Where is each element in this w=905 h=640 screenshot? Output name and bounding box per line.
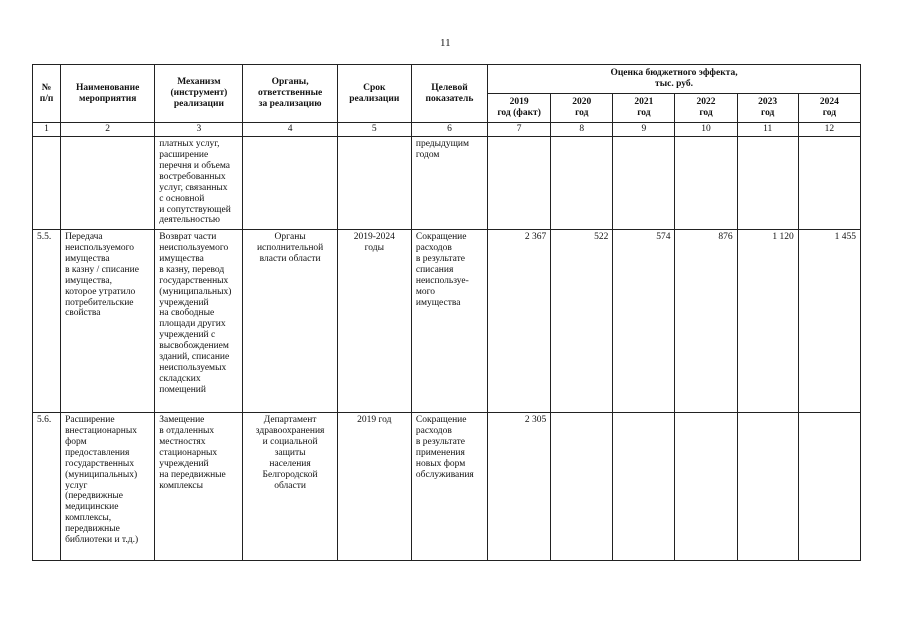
row-value — [551, 413, 613, 561]
column-number: 11 — [737, 123, 798, 137]
row-mechanism: Возврат части неиспользуемого имущества в казну, перевод государственных (муниципальных) учреждений на свободные площади других учреждений с высвобождением зданий, списание неиспользуемых складских помещений — [155, 230, 243, 413]
column-number: 12 — [798, 123, 860, 137]
row-mechanism: Замещение в отдаленных местностях стационарных учреждений на передвижные комплексы — [155, 413, 243, 561]
row-value — [613, 137, 675, 230]
header-year: 2021 год — [613, 94, 675, 123]
header-term: Срок реализации — [337, 65, 411, 123]
header-row-1 — [33, 65, 861, 94]
row-no: 5.5. — [33, 230, 61, 413]
header-indicator: Целевой показатель — [411, 65, 487, 123]
table-row — [33, 413, 861, 561]
row-term — [337, 137, 411, 230]
header-mechanism: Механизм (инструмент) реализации — [155, 65, 243, 123]
row-indicator: предыдущим годом — [411, 137, 487, 230]
row-name: Передача неиспользуемого имущества в казну / списание имущества, которое утратило потребительские свойства — [61, 230, 155, 413]
row-name: Расширение внестационарных форм предоставления государственных (муниципальных) услуг (передвижные медицинские комплексы, передвижные библиотеки и т.д.) — [61, 413, 155, 561]
row-bodies: Органы исполнительной власти области — [243, 230, 337, 413]
column-number: 2 — [61, 123, 155, 137]
row-value: 522 — [551, 230, 613, 413]
page-number: 11 — [440, 37, 451, 49]
row-mechanism: платных услуг, расширение перечня и объема востребованных услуг, связанных с основной и сопутствующей деятельностью — [155, 137, 243, 230]
header-year: 2024 год — [798, 94, 860, 123]
column-number: 10 — [675, 123, 737, 137]
row-value: 2 367 — [488, 230, 551, 413]
header-year: 2020 год — [551, 94, 613, 123]
row-value — [488, 137, 551, 230]
header-name: Наименование мероприятия — [61, 65, 155, 123]
row-value: 2 305 — [488, 413, 551, 561]
row-bodies: Департамент здравоохранения и социальной защиты населения Белгородской области — [243, 413, 337, 561]
row-value: 876 — [675, 230, 737, 413]
row-value: 1 455 — [798, 230, 860, 413]
column-number: 8 — [551, 123, 613, 137]
column-number: 9 — [613, 123, 675, 137]
row-value — [798, 413, 860, 561]
row-bodies — [243, 137, 337, 230]
column-number: 1 — [33, 123, 61, 137]
header-year: 2023 год — [737, 94, 798, 123]
row-indicator: Сокращение расходов в результате списания неиспользуе- мого имущества — [411, 230, 487, 413]
column-number: 3 — [155, 123, 243, 137]
header-year: 2022 год — [675, 94, 737, 123]
row-name — [61, 137, 155, 230]
row-indicator: Сокращение расходов в результате применения новых форм обслуживания — [411, 413, 487, 561]
row-value — [613, 413, 675, 561]
row-value — [737, 413, 798, 561]
table-row — [33, 137, 861, 230]
row-term: 2019-2024 годы — [337, 230, 411, 413]
header-bodies: Органы, ответственные за реализацию — [243, 65, 337, 123]
row-value — [675, 137, 737, 230]
row-value — [551, 137, 613, 230]
row-no: 5.6. — [33, 413, 61, 561]
header-budget-effect: Оценка бюджетного эффекта, тыс. руб. — [488, 65, 861, 94]
row-value — [737, 137, 798, 230]
header-no: № п/п — [33, 65, 61, 123]
budget-effect-table — [32, 64, 861, 561]
column-number: 5 — [337, 123, 411, 137]
row-value: 1 120 — [737, 230, 798, 413]
column-numbers-row — [33, 123, 861, 137]
row-term: 2019 год — [337, 413, 411, 561]
table-row — [33, 230, 861, 413]
row-no — [33, 137, 61, 230]
column-number: 4 — [243, 123, 337, 137]
row-value — [798, 137, 860, 230]
column-number: 6 — [411, 123, 487, 137]
row-value: 574 — [613, 230, 675, 413]
row-value — [675, 413, 737, 561]
column-number: 7 — [488, 123, 551, 137]
header-year: 2019 год (факт) — [488, 94, 551, 123]
